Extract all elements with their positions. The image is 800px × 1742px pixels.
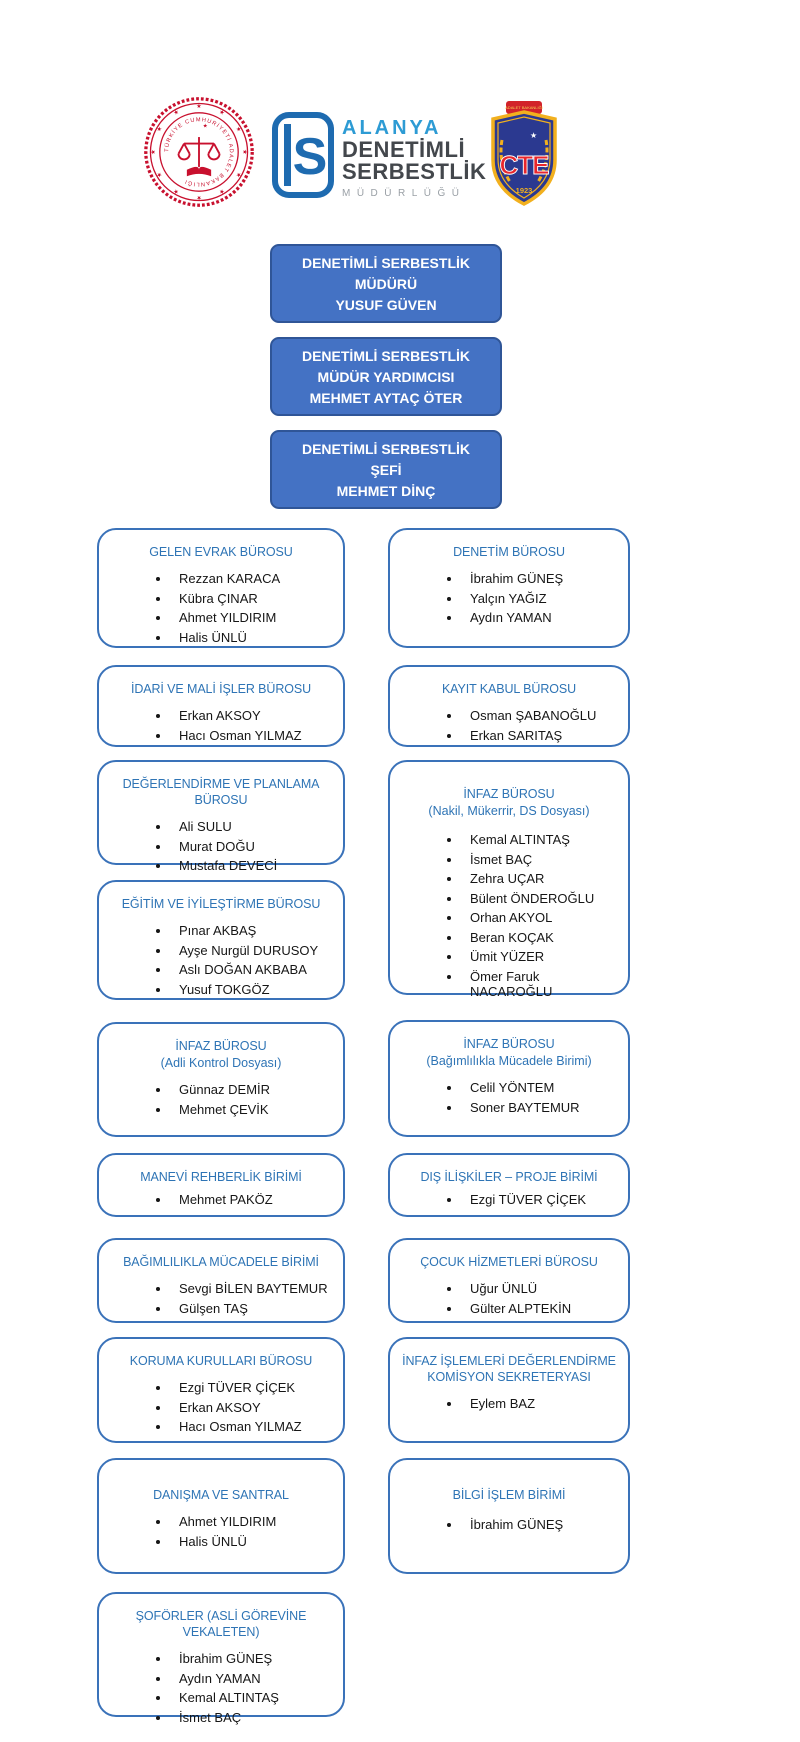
staff-list [400, 708, 618, 743]
bureau-title: DEĞERLENDİRME VE PLANLAMA BÜROSU [122, 777, 320, 807]
staff-name: • Orhan AKYOL [462, 910, 618, 925]
staff-name: • Osman ŞABANOĞLU [462, 708, 618, 723]
leadership-org: DENETİMLİ SERBESTLİK [301, 348, 470, 364]
bureau-cocuk-hizmetleri [388, 1238, 630, 1323]
svg-text:★: ★ [202, 123, 208, 130]
bureau-title: DIŞ İLİŞKİLER – PROJE BİRİMİ [420, 1170, 598, 1184]
seal-ring-text: TÜRKİYE CUMHURİYETİ ADALET BAKANLIĞI [164, 117, 234, 187]
cte-acronym: CTE [499, 150, 549, 180]
staff-name: • Kübra ÇINAR [171, 591, 333, 606]
staff-name: • Kemal ALTINTAŞ [171, 1690, 333, 1705]
staff-list [400, 1192, 618, 1207]
bureau-title: MANEVİ REHBERLİK BİRİMİ [140, 1170, 302, 1184]
staff-name: • Beran KOÇAK [462, 930, 618, 945]
staff-list [400, 832, 618, 999]
svg-text:★: ★ [233, 125, 242, 134]
svg-text:★: ★ [217, 186, 226, 195]
svg-text:★: ★ [233, 170, 242, 179]
svg-text:★: ★ [156, 125, 165, 134]
staff-name: • Zehra UÇAR [462, 871, 618, 886]
ds-logo-word2: SERBESTLİK [342, 159, 487, 185]
staff-name: • Aydın YAMAN [171, 1671, 333, 1686]
staff-name: • Ali SULU [171, 819, 333, 834]
bureau-title: ÇOCUK HİZMETLERİ BÜROSU [420, 1255, 598, 1269]
bureau-gelen-evrak [97, 528, 345, 648]
bureau-title: ŞOFÖRLER (ASLİ GÖREVİNE VEKALETEN) [135, 1609, 307, 1639]
leadership-person: MEHMET DİNÇ [336, 483, 436, 499]
staff-name: • Aslı DOĞAN AKBABA [171, 962, 333, 977]
svg-text:S: S [292, 128, 328, 186]
leadership-role: ŞEFİ [370, 462, 402, 478]
staff-name: • Halis ÜNLÜ [171, 1534, 333, 1549]
bureau-infaz-adli-kontrol [97, 1022, 345, 1137]
bureau-title: İNFAZ BÜROSU [175, 1039, 267, 1053]
staff-name: • Eylem BAZ [462, 1396, 618, 1411]
staff-name: • Erkan AKSOY [171, 1400, 333, 1415]
leadership-org: DENETİMLİ SERBESTLİK [301, 441, 470, 457]
staff-name: • Ezgi TÜVER ÇİÇEK [462, 1192, 618, 1207]
bureau-title: BAĞIMLILIKLA MÜCADELE BİRİMİ [123, 1255, 319, 1269]
staff-list [109, 819, 333, 873]
bureau-manevi-rehberlik [97, 1153, 345, 1217]
staff-name: • Ezgi TÜVER ÇİÇEK [171, 1380, 333, 1395]
svg-text:★: ★ [156, 170, 165, 179]
staff-name: • Sevgi BİLEN BAYTEMUR [171, 1281, 333, 1296]
bureau-title: BİLGİ İŞLEM BİRİMİ [452, 1488, 566, 1502]
staff-list [109, 1082, 333, 1117]
staff-name: • Günnaz DEMİR [171, 1082, 333, 1097]
staff-name: • Ahmet YILDIRIM [171, 1514, 333, 1529]
staff-name: • Erkan AKSOY [171, 708, 333, 723]
staff-name: • Ahmet YILDIRIM [171, 610, 333, 625]
svg-text:★: ★ [240, 149, 247, 155]
staff-name: • Ayşe Nurgül DURUSOY [171, 943, 333, 958]
bureau-title: İNFAZ BÜROSU [463, 1037, 555, 1051]
staff-list [400, 1080, 618, 1115]
bureau-title: İDARİ VE MALİ İŞLER BÜROSU [130, 682, 312, 696]
staff-name: • Gülter ALPTEKİN [462, 1301, 618, 1316]
svg-text:★: ★ [151, 149, 158, 155]
staff-name: • Yusuf TOKGÖZ [171, 982, 333, 997]
bureau-kayit-kabul [388, 665, 630, 747]
staff-name: • Yalçın YAĞIZ [462, 591, 618, 606]
bureau-title: DENETİM BÜROSU [453, 545, 565, 559]
bureau-subtitle: (Bağımlılıkla Mücadele Birimi) [426, 1054, 592, 1068]
bureau-title: KAYIT KABUL BÜROSU [441, 682, 577, 696]
staff-list [109, 571, 333, 645]
svg-text:★: ★ [217, 109, 226, 118]
staff-name: • Kemal ALTINTAŞ [462, 832, 618, 847]
bureau-egitim-iyilestirme [97, 880, 345, 1000]
staff-name: • Hacı Osman YILMAZ [171, 728, 333, 743]
svg-text:★: ★ [196, 104, 202, 111]
staff-name: • İbrahim GÜNEŞ [171, 1651, 333, 1666]
staff-list [109, 1192, 333, 1207]
ds-logo-word1: DENETİMLİ [342, 137, 466, 162]
staff-list [109, 1651, 333, 1725]
bureau-degerlendirme-planlama [97, 760, 345, 873]
bureau-dis-iliskiler-proje [388, 1153, 630, 1217]
bureau-danisma-santral [97, 1458, 345, 1574]
leadership-role: MÜDÜRÜ [354, 276, 418, 292]
staff-name: • Bülent ÖNDEROĞLU [462, 891, 618, 906]
bureau-title: EĞİTİM VE İYİLEŞTİRME BÜROSU [121, 897, 321, 911]
bureau-soforler [97, 1592, 345, 1725]
staff-name: • Mehmet ÇEVİK [171, 1102, 333, 1117]
cte-year: 1923 [515, 186, 533, 195]
staff-name: • Murat DOĞU [171, 839, 333, 854]
bureau-bagimlilikla-mucadele [97, 1238, 345, 1323]
leadership-org: DENETİMLİ SERBESTLİK [301, 255, 470, 271]
staff-list [109, 923, 333, 997]
staff-list [400, 1396, 618, 1411]
svg-text:★: ★ [172, 186, 181, 195]
bureau-subtitle: (Adli Kontrol Dosyası) [160, 1056, 282, 1070]
staff-name: • İbrahim GÜNEŞ [462, 1517, 618, 1532]
ds-logo-city: ALANYA [342, 117, 442, 139]
staff-name: • İsmet BAÇ [171, 1710, 333, 1725]
staff-list [109, 1380, 333, 1434]
bureau-subtitle: (Nakil, Mükerrir, DS Dosyası) [428, 804, 590, 818]
bureau-bilgi-islem [388, 1458, 630, 1574]
staff-name: • Hacı Osman YILMAZ [171, 1419, 333, 1434]
staff-name: • Rezzan KARACA [171, 571, 333, 586]
bureau-title: KORUMA KURULLARI BÜROSU [129, 1354, 313, 1368]
svg-text:★: ★ [196, 193, 202, 200]
bureau-infaz-nakil [388, 760, 630, 999]
bureau-title: GELEN EVRAK BÜROSU [149, 545, 293, 559]
staff-list [400, 1517, 618, 1532]
bureau-denetim [388, 528, 630, 648]
staff-name: • Halis ÜNLÜ [171, 630, 333, 645]
staff-list [400, 1281, 618, 1316]
staff-name: • Soner BAYTEMUR [462, 1100, 618, 1115]
staff-name: • Uğur ÜNLÜ [462, 1281, 618, 1296]
leadership-person: YUSUF GÜVEN [335, 297, 437, 313]
bureau-koruma-kurullari [97, 1337, 345, 1443]
leadership-role: MÜDÜR YARDIMCISI [317, 369, 455, 385]
leadership-person: MEHMET AYTAÇ ÖTER [309, 390, 463, 406]
staff-list [109, 1281, 333, 1316]
staff-name: • Aydın YAMAN [462, 610, 618, 625]
bureau-column-right [388, 0, 630, 1742]
staff-list [109, 708, 333, 743]
staff-name: • Gülşen TAŞ [171, 1301, 333, 1316]
svg-text:★: ★ [530, 131, 538, 140]
staff-name: • Ümit YÜZER [462, 949, 618, 964]
staff-name: • Mehmet PAKÖZ [171, 1192, 333, 1207]
staff-name: • Ömer Faruk NACAROĞLU [462, 969, 618, 999]
bureau-title: İNFAZ İŞLEMLERİ DEĞERLENDİRME KOMİSYON SEKRETERYASI [402, 1354, 616, 1384]
staff-name: • Celil YÖNTEM [462, 1080, 618, 1095]
bureau-title: DANIŞMA VE SANTRAL [153, 1488, 289, 1502]
cte-banner-text: ADALET BAKANLIĞI [505, 105, 543, 110]
staff-name: • Erkan SARITAŞ [462, 728, 618, 743]
bureau-title: İNFAZ BÜROSU [463, 787, 555, 801]
staff-name: • Mustafa DEVECİ [171, 858, 333, 873]
staff-list [400, 571, 618, 625]
staff-name: • İbrahim GÜNEŞ [462, 571, 618, 586]
bureau-infaz-bagimlilikla [388, 1020, 630, 1137]
staff-list [109, 1514, 333, 1549]
staff-name: • İsmet BAÇ [462, 852, 618, 867]
bureau-idari-mali [97, 665, 345, 747]
svg-text:★: ★ [172, 109, 181, 118]
ds-logo-word3: MÜDÜRLÜĞÜ [342, 187, 466, 199]
bureau-infaz-komisyon-sekreteryasi [388, 1337, 630, 1443]
bureau-column-left [97, 0, 345, 1742]
staff-name: • Pınar AKBAŞ [171, 923, 333, 938]
